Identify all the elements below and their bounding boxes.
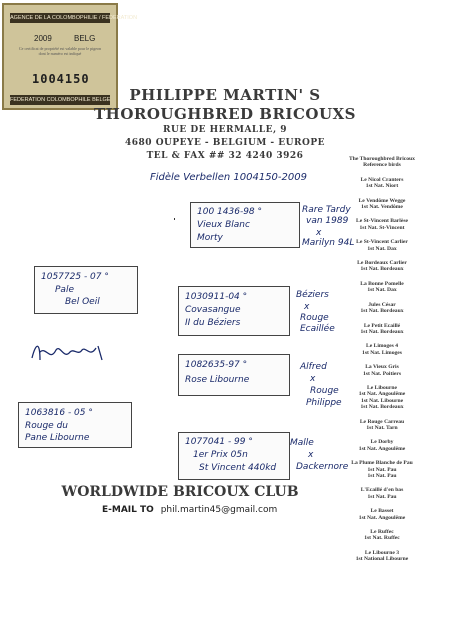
reference-bird-name: La Vieux Gris (365, 364, 399, 371)
dam-sire-box (178, 432, 290, 480)
reference-bird-name: Le St-Vincent Carlier (356, 239, 408, 246)
loft-name: THOROUGHBRED BRICOUXS (93, 105, 357, 123)
dam-sire-note-1: Malle (290, 438, 314, 448)
dam-dam-ring: 1063816 - 05 ° (25, 408, 93, 418)
email-line (102, 505, 277, 515)
sire-note-2: van 1989 (306, 216, 349, 226)
reference-bird-name: La Plume Blanche de Pau (351, 460, 413, 467)
reference-bird-name: Jules César (368, 301, 396, 308)
sire-sire-name: Covasangue (185, 305, 241, 315)
reference-bird-entry (322, 302, 442, 315)
reference-bird-result: 1st Nat. Tarn (366, 424, 398, 431)
reference-bird-result: 1st Nat. Bordeaux (360, 308, 404, 315)
reference-bird-entry (322, 508, 442, 521)
dam-sire-ring: 1077041 - 99 ° (185, 437, 253, 447)
reference-bird-name: Le Limoges 4 (365, 343, 398, 350)
dam-sire-note-2: x (308, 450, 314, 460)
reference-bird-name: Le Ruffec (370, 529, 394, 536)
reference-bird-result: 1st Nat. Limoges (362, 349, 402, 356)
reference-bird-result: 1st Nat. Vendôme (361, 204, 403, 211)
reference-bird-entry (322, 460, 442, 479)
reference-bird-name: The Thoroughbred Bricoux (349, 156, 415, 162)
reference-bird-result: 1st Nat. Bordeaux (360, 328, 404, 335)
reference-bird-name: Le Petit Ecaillé (363, 322, 401, 329)
stamp-ring-number: 1004150 (32, 72, 90, 86)
sire-note-4: Marilyn 94L (302, 238, 355, 248)
address-city: 4680 OUPEYE - BELGIUM - EUROPE (125, 138, 325, 148)
reference-bird-name: La Bonne Pomelle (360, 280, 404, 287)
reference-bird-entry (322, 323, 442, 336)
stamp-fine-print: Ce certificat de propriété est valable pour le pigeon dont le numéro est indiqué (19, 46, 101, 56)
sire-dam-note-3: Rouge (310, 386, 339, 396)
reference-bird-name: Le Bordeaux Carlier (357, 260, 407, 267)
sire-sire-note-1: Béziers (296, 290, 329, 300)
reference-bird-entry (322, 198, 442, 211)
reference-bird-entry (322, 218, 442, 231)
reference-bird-name: Le Rouge Carreau (359, 418, 405, 425)
sire-note-3: x (316, 228, 322, 238)
reference-bird-result: 1st Nat. Dax (367, 287, 397, 294)
reference-bird-result: 1st Nat. Angoulême (358, 445, 406, 452)
sire-ring: 100 1436-98 ° (197, 207, 263, 217)
sire-sire-note-4: Ecaillée (300, 324, 335, 334)
reference-bird-entry (322, 260, 442, 273)
pedigree-connector (174, 218, 175, 220)
reference-bird-entry (322, 364, 442, 377)
dam-dam-box (18, 402, 132, 448)
sire-dam-ring: 1082635-97 ° (185, 360, 248, 370)
reference-bird-name: Le Vendôme Wegge (358, 197, 406, 204)
reference-bird-name: Le St-Vincent Barlèse (356, 218, 408, 225)
reference-bird-entry (322, 239, 442, 252)
reference-bird-result: 1st Nat. Pau (367, 466, 397, 473)
sire-box (190, 202, 300, 248)
reference-bird-name: Le Nicol Cranters (360, 176, 404, 183)
dam-ring: 1057725 - 07 ° (41, 272, 109, 282)
dam-dam-origin: Pane Libourne (25, 433, 90, 443)
sire-dam-note-4: Philippe (306, 398, 342, 408)
dam-dam-name: Rouge du (25, 421, 68, 431)
reference-birds-column (322, 156, 442, 571)
reference-bird-result: 1st Nat. St-Vincent (359, 224, 405, 231)
reference-bird-result: 1st National Libourne (355, 556, 409, 563)
handwritten-signature (28, 338, 116, 368)
dam-name: Pale (55, 285, 74, 295)
dam-sire-origin: St Vincent 440kd (199, 463, 277, 473)
stamp-country: BELG (74, 34, 96, 43)
sire-name: Vieux Blanc (197, 220, 250, 230)
dam-box (34, 266, 138, 314)
sire-dam-name: Rose Libourne (185, 375, 250, 385)
reference-bird-result: 1st Nat. Dax (367, 245, 397, 252)
reference-bird-result: 1st Nat. Niort (365, 183, 399, 190)
sire-sire-ring: 1030911-04 ° (185, 292, 248, 302)
reference-bird-result: 1st Nat. Poitiers (362, 370, 402, 377)
sire-sire-origin: II du Béziers (185, 318, 241, 328)
reference-bird-result: 1st Nat. Pau (367, 473, 397, 479)
reference-bird-entry (322, 529, 442, 542)
email-address[interactable]: phil.martin45@gmail.com (160, 505, 278, 515)
breeder-name: PHILIPPE MARTIN' S (129, 86, 321, 104)
reference-bird-result: 1st Nat. Libourne (360, 397, 404, 404)
reference-bird-result: 1st Nat. Bordeaux (360, 266, 404, 273)
reference-bird-entry (322, 343, 442, 356)
address-street: RUE DE HERMALLE, 9 (163, 125, 287, 135)
reference-bird-result: 1st Nat. Ruffec (364, 535, 400, 542)
sire-sire-note-3: Rouge (300, 313, 329, 323)
stamp-top-band: AGENCE DE LA COLOMBOPHILIE / FEDERATION (10, 15, 138, 21)
reference-bird-result: Reference birds (363, 162, 401, 169)
reference-bird-result: 1st Nat. Pau (367, 493, 397, 500)
sire-dam-box (178, 354, 290, 396)
sire-sire-box (178, 286, 290, 336)
reference-bird-entry (322, 156, 442, 169)
sire-dam-note-1: Alfred (300, 362, 327, 372)
dam-sire-name: 1er Prix 05n (193, 450, 248, 460)
email-label: E-MAIL TO (102, 505, 154, 515)
reference-bird-entry (322, 419, 442, 432)
club-name: WORLDWIDE BRICOUX CLUB (61, 484, 299, 500)
stamp-bottom-band: FEDERATION COLOMBOPHILE BELGE (10, 97, 111, 103)
phone-line: TEL & FAX ## 32 4240 3926 (146, 151, 304, 161)
reference-bird-name: Le Dorby (370, 439, 394, 446)
subject-pigeon: Fidèle Verbellen 1004150-2009 (150, 172, 307, 183)
reference-bird-name: Le Basset (370, 508, 394, 515)
reference-bird-entry (322, 439, 442, 452)
reference-bird-name: Le Libourne (367, 384, 397, 391)
reference-bird-name: Le Libourne 3 (364, 549, 400, 556)
dam-sire-note-3: Dackernore (296, 462, 349, 472)
dam-origin: Bel Oeil (65, 297, 100, 307)
sire-note-1: Rare Tardy (302, 205, 351, 215)
stamp-year: 2009 (34, 34, 52, 43)
reference-bird-entry (322, 550, 442, 563)
reference-bird-result: 1st Nat. Angoulême (358, 391, 406, 398)
reference-bird-entry (322, 177, 442, 190)
reference-bird-entry (322, 385, 442, 411)
reference-bird-name: L'Ecaillé d'en bas (360, 487, 404, 494)
reference-bird-result: 1st Nat. Bordeaux (360, 404, 404, 411)
sire-sire-note-2: x (304, 302, 310, 312)
sire-origin: Morty (197, 233, 223, 243)
reference-bird-entry (322, 281, 442, 294)
sire-dam-note-2: x (310, 374, 316, 384)
reference-bird-result: 1st Nat. Angoulême (358, 514, 406, 521)
